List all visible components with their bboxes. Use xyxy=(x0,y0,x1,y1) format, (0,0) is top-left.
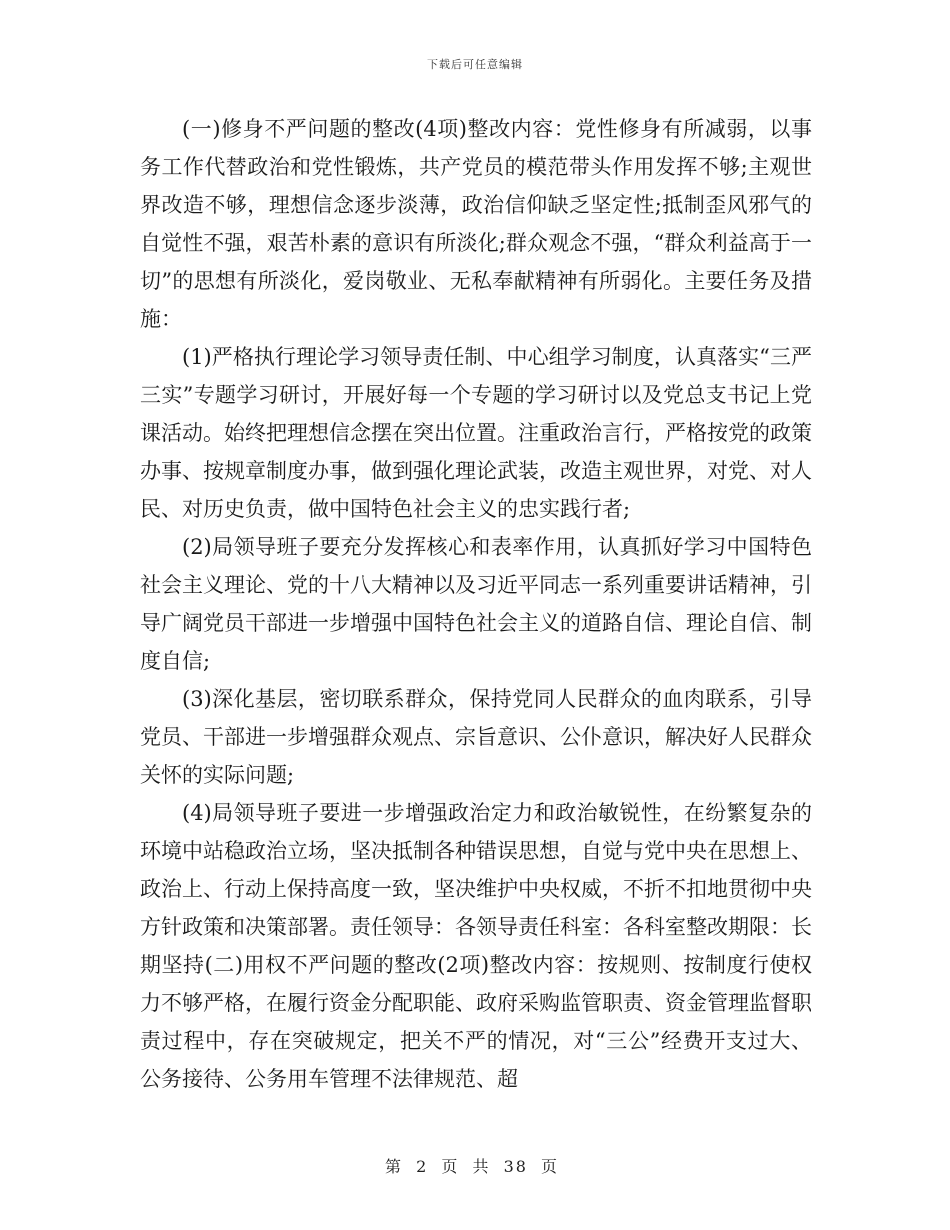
document-body xyxy=(140,110,812,1098)
footer-prefix: 第 xyxy=(384,1157,403,1176)
footer-total-label: 共 xyxy=(472,1157,491,1176)
total-pages: 38 xyxy=(503,1157,528,1176)
paragraph-item-4: (4)局领导班子要进一步增强政治定力和政治敏锐性，在纷繁复杂的环境中站稳政治立场，坚决抵制各种错误思想，自觉与党中央在思想上、政治上、行动上保持高度一致，坚决维护中央权威，不折不扣地贯彻中央方针政策和决策部署。责任领导：各领导责任科室：各科室整改期限：长期坚持(二)用权不严问题的整改(2项)整改内容：按规则、按制度行使权力不够严格，在履行资金分配职能、政府采购监管职责、资金管理监督职责过程中，存在突破规定，把关不严的情况，对“三公”经费开支过大、公务接待、公务用车管理不法律规范、超 xyxy=(140,801,812,1091)
paragraph-item-2: (2)局领导班子要充分发挥核心和表率作用，认真抓好学习中国特色社会主义理论、党的十八大精神以及习近平同志一系列重要讲话精神，引导广阔党员干部进一步增强中国特色社会主义的道路自信、理论自信、制度自信; xyxy=(140,535,812,673)
paragraph-item-1: (1)严格执行理论学习领导责任制、中心组学习制度，认真落实“三严三实”专题学习研讨，开展好每一个专题的学习研讨以及党总支书记上党课活动。始终把理想信念摆在突出位置。注重政治言行，严格按党的政策办事、按规章制度办事，做到强化理论武装，改造主观世界，对党、对人民、对历史负责，做中国特色社会主义的忠实践行者; xyxy=(140,345,812,521)
footer-suffix: 页 xyxy=(541,1157,560,1176)
page-footer xyxy=(0,1154,950,1177)
paragraph-item-3: (3)深化基层，密切联系群众，保持党同人民群众的血肉联系，引导党员、干部进一步增强群众观点、宗旨意识、公仆意识，解决好人民群众关怀的实际问题; xyxy=(140,687,812,787)
header-note: 下载后可任意编辑 xyxy=(427,58,523,71)
footer-page-label: 页 xyxy=(441,1157,460,1176)
paragraph-section-one: (一)修身不严问题的整改(4项)整改内容：党性修身有所减弱，以事务工作代替政治和党性锻炼，共产党员的模范带头作用发挥不够;主观世界改造不够，理想信念逐步淡薄，政治信仰缺乏坚定性;抵制歪风邪气的自觉性不强，艰苦朴素的意识有所淡化;群众观念不强，“群众利益高于一切”的思想有所淡化，爱岗敬业、无私奉献精神有所弱化。主要任务及措施： xyxy=(140,117,812,331)
page-number: 2 xyxy=(416,1157,429,1176)
